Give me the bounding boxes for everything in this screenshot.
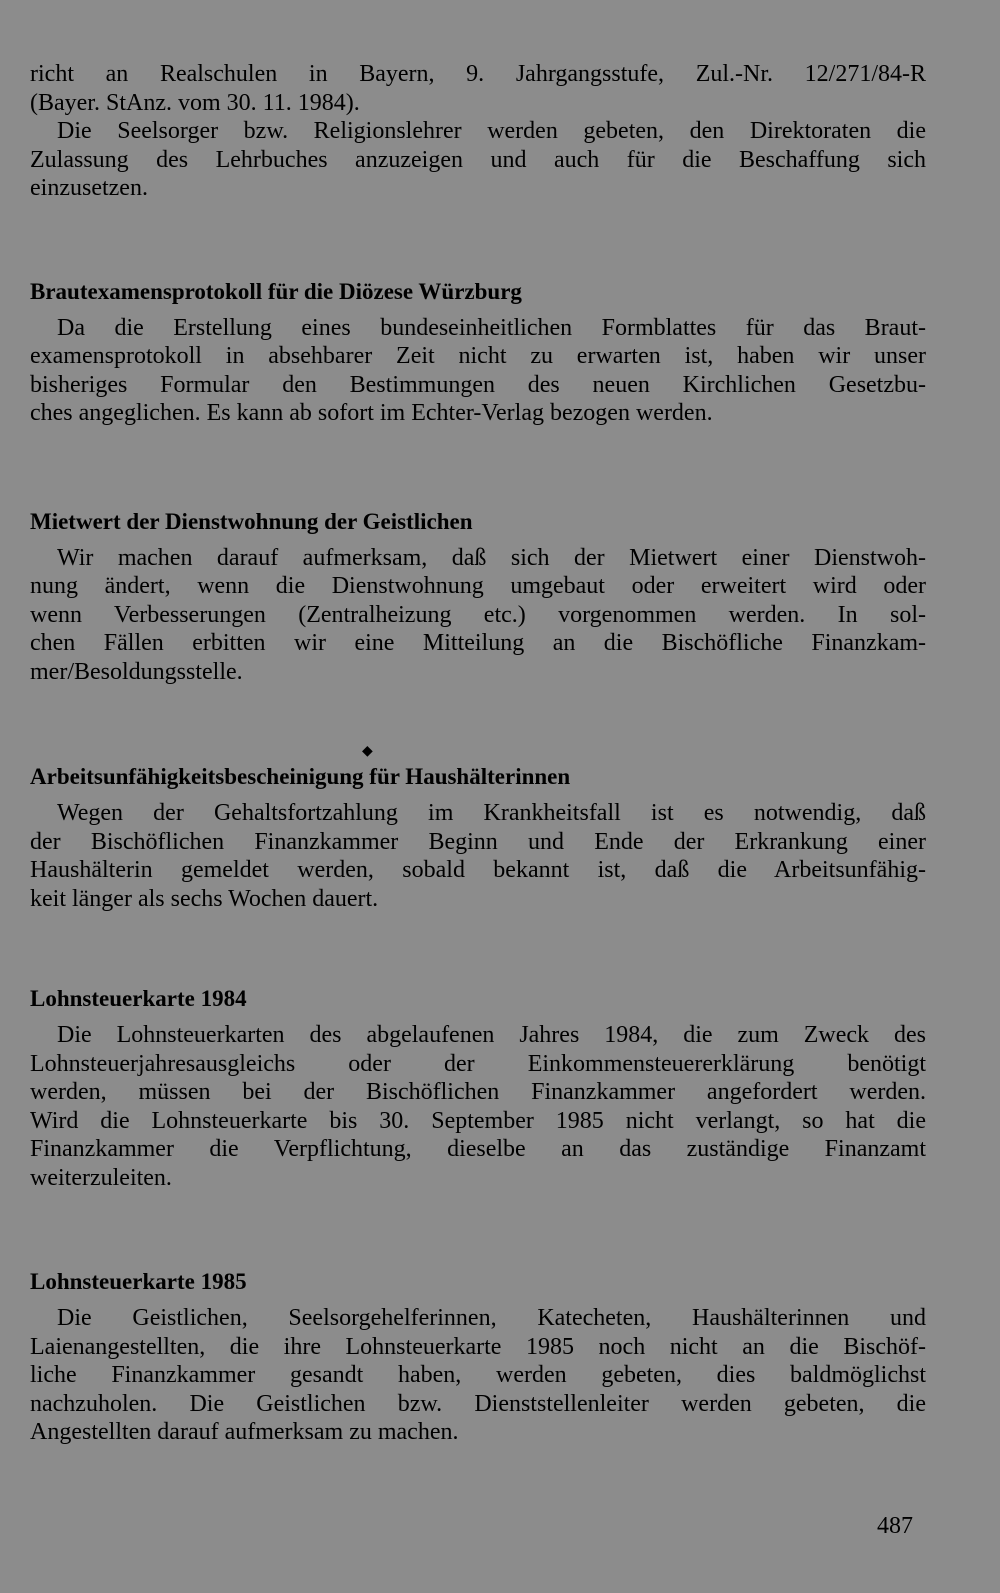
paragraph-line: examensprotokoll in absehbarer Zeit nicht zu erwarten ist, haben wir unser: [30, 343, 926, 369]
intro-line: Die Seelsorger bzw. Religionslehrer werden gebeten, den Direktoraten die: [57, 118, 926, 144]
paragraph-line: nachzuholen. Die Geistlichen bzw. Dienststellenleiter werden gebeten, die: [30, 1390, 926, 1417]
paragraph-line: wenn Verbesserungen (Zentralheizung etc.) vorgenommen werden. In sol-: [30, 601, 926, 628]
paragraph-line: Wegen der Gehaltsfortzahlung im Krankheitsfall ist es notwendig, daß: [57, 800, 926, 826]
intro-line: richt an Realschulen in Bayern, 9. Jahrgangsstufe, Zul.-Nr. 12/271/84-R: [30, 61, 926, 87]
paragraph-line: chen Fällen erbitten wir eine Mitteilung an die Bischöfliche Finanzkam-: [30, 630, 926, 656]
paragraph-line: der Bischöflichen Finanzkammer Beginn und Ende der Erkrankung einer: [30, 828, 926, 855]
section-heading: Brautexamensprotokoll für die Diözese Würzburg: [30, 278, 522, 304]
paragraph-line: Lohnsteuerjahresausgleichs oder der Einkommensteuererklärung benötigt: [30, 1050, 926, 1077]
paragraph-line: Wird die Lohnsteuerkarte bis 30. September 1985 nicht verlangt, so hat die: [30, 1107, 926, 1134]
paragraph-line: keit länger als sechs Wochen dauert.: [30, 885, 379, 912]
paragraph-line: weiterzuleiten.: [30, 1164, 172, 1191]
section-heading: Lohnsteuerkarte 1985: [30, 1269, 247, 1294]
intro-line: (Bayer. StAnz. vom 30. 11. 1984).: [30, 89, 360, 116]
paragraph-line: Laienangestellten, die ihre Lohnsteuerkarte 1985 noch nicht an die Bischöf-: [30, 1333, 926, 1360]
paragraph-line: nung ändert, wenn die Dienstwohnung umgebaut oder erweitert wird oder: [30, 573, 926, 599]
paragraph-line: Die Lohnsteuerkarten des abgelaufenen Jahres 1984, die zum Zweck des: [57, 1022, 926, 1048]
bullet-mark-icon: ◆: [362, 744, 373, 759]
paragraph-line: werden, müssen bei der Bischöflichen Finanzkammer angefordert werden.: [30, 1079, 926, 1105]
paragraph-line: Wir machen darauf aufmerksam, daß sich der Mietwert einer Dienstwoh-: [57, 544, 926, 571]
paragraph-line: Da die Erstellung eines bundeseinheitlichen Formblattes für das Braut-: [57, 314, 926, 341]
paragraph-line: ches angeglichen. Es kann ab sofort im Echter-Verlag bezogen werden.: [30, 400, 713, 426]
paragraph-line: bisheriges Formular den Bestimmungen des neuen Kirchlichen Gesetzbu-: [30, 371, 926, 398]
paragraph-line: liche Finanzkammer gesandt haben, werden gebeten, dies baldmöglichst: [30, 1362, 926, 1388]
paragraph-line: Die Geistlichen, Seelsorgehelferinnen, Katecheten, Haushälterinnen und: [57, 1305, 926, 1331]
paragraph-line: mer/Besoldungsstelle.: [30, 658, 243, 685]
section-heading: Arbeitsunfähigkeitsbescheinigung für Haushälterinnen: [30, 764, 571, 789]
section-brautexamensprotokoll: [30, 278, 926, 428]
section-lohnsteuerkarte-1985: [30, 1268, 926, 1447]
intro-paragraph: [30, 60, 926, 203]
paragraph-line: Haushälterin gemeldet werden, sobald bekannt ist, daß die Arbeitsunfähig-: [30, 857, 926, 883]
section-mietwert: [30, 508, 926, 687]
intro-line: einzusetzen.: [30, 175, 148, 201]
section-lohnsteuerkarte-1984: [30, 985, 926, 1192]
section-arbeitsunfaehigkeit: [30, 763, 926, 913]
section-heading: Lohnsteuerkarte 1984: [30, 986, 247, 1011]
paragraph-line: Angestellten darauf aufmerksam zu machen.: [30, 1419, 459, 1445]
section-heading: Mietwert der Dienstwohnung der Geistlichen: [30, 508, 473, 534]
document-page: [30, 60, 926, 1447]
paragraph-line: Finanzkammer die Verpflichtung, dieselbe an das zuständige Finanzamt: [30, 1136, 926, 1162]
page-number: 487: [877, 1513, 913, 1539]
intro-line: Zulassung des Lehrbuches anzuzeigen und auch für die Beschaffung sich: [30, 146, 926, 173]
